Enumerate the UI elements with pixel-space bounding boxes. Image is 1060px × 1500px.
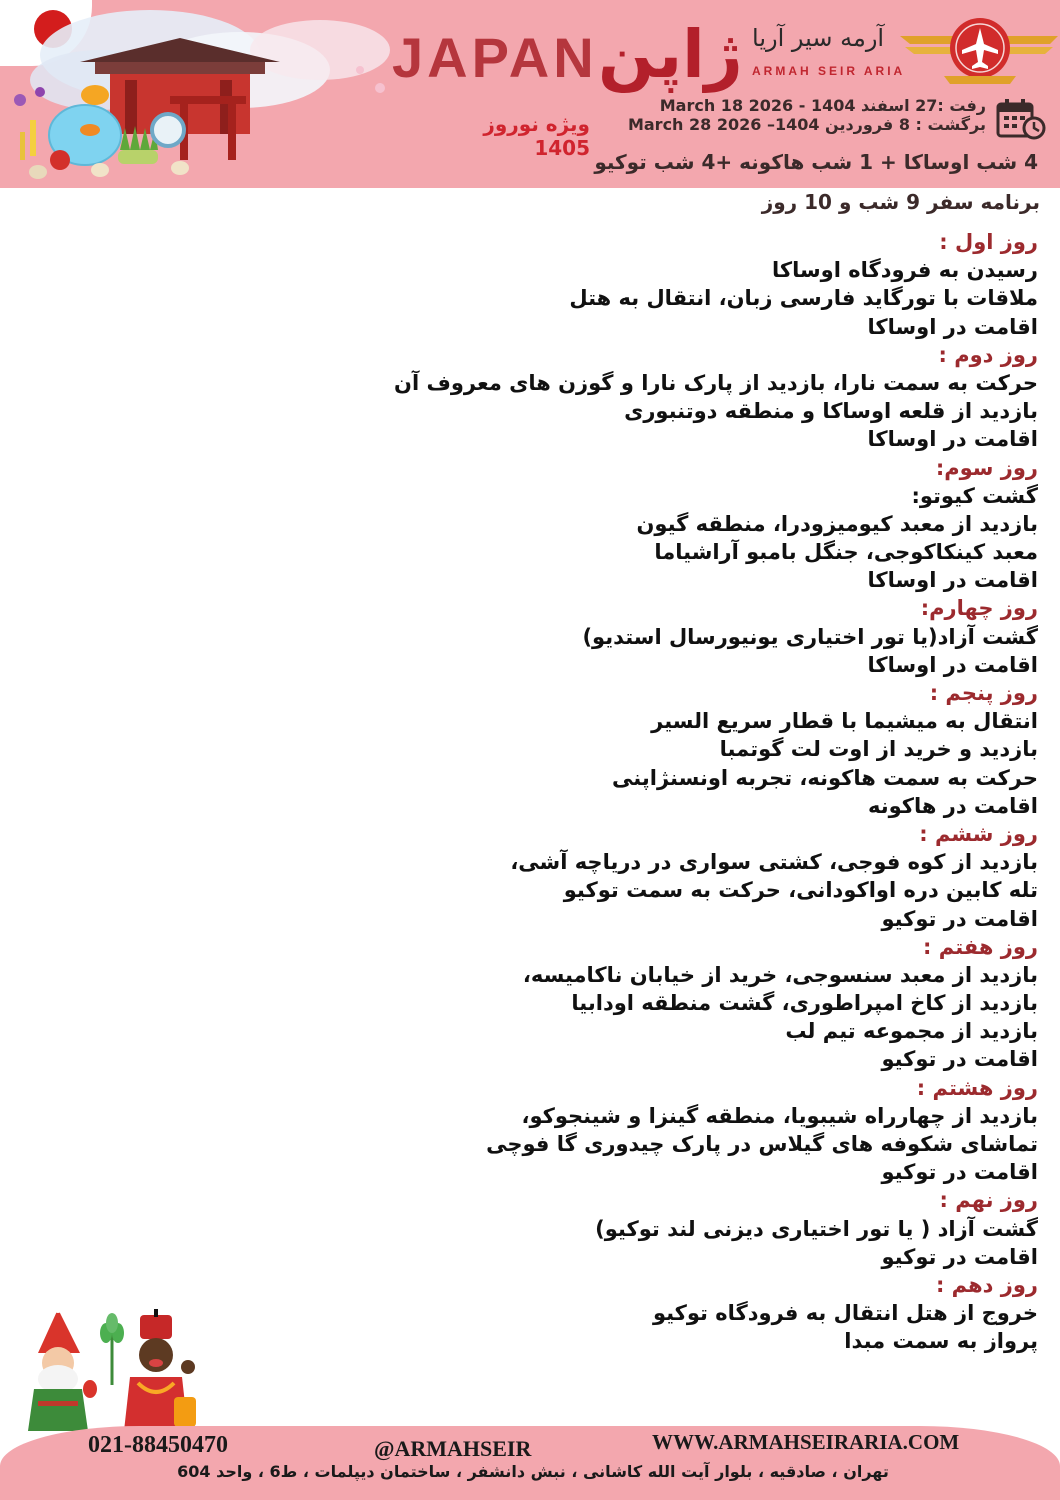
day-activity: بازدید و خرید از اوت لت گوتمبا	[719, 737, 1038, 762]
day-activity: ملاقات با تورگاید فارسی زبان، انتقال به هتل	[569, 286, 1038, 311]
day-heading: روز اول :	[939, 230, 1038, 254]
day-activity: اقامت در اوساکا	[867, 314, 1038, 339]
day-activity: حرکت به سمت نارا، بازدید از پارک نارا و گوزن های معروف آن	[394, 370, 1038, 395]
day-6	[278, 820, 1038, 933]
day-activity: اقامت در هاکونه	[868, 793, 1038, 818]
day-7	[278, 933, 1038, 1074]
day-activity: اقامت در توکیو	[881, 906, 1038, 931]
nowruz-subtitle: ویژه نوروز 1405	[483, 112, 590, 160]
return-date: برگشت : 8 فروردین 1404– March 28 2026	[627, 115, 986, 134]
calendar-clock-icon	[996, 98, 1046, 140]
nowruz-cherry-blossom-illustration	[0, 0, 400, 188]
day-2	[278, 341, 1038, 454]
day-heading: روز دوم :	[938, 342, 1038, 367]
website-link[interactable]: WWW.ARMAHSEIRARIA.COM	[652, 1430, 960, 1454]
winged-airplane-logo-icon	[900, 14, 1058, 84]
title-latin: JAPAN	[392, 26, 598, 89]
day-activity: بازدید از معبد کیومیزودرا، منطقه گیون	[636, 511, 1038, 536]
day-activity: انتقال به میشیما با قطار سریع السیر	[651, 709, 1038, 734]
brand-name-farsi: آرمه سیر آریا	[752, 24, 885, 52]
day-activity: تله کابین دره اواکودانی، حرکت به سمت توکیو	[563, 878, 1038, 903]
day-activity: اقامت در اوساکا	[867, 568, 1038, 593]
day-activity: اقامت در توکیو	[881, 1047, 1038, 1072]
day-activity: بازدید از چهارراه شیبویا، منطقه گینزا و شینجوکو،	[521, 1103, 1038, 1128]
day-activity: رسیدن به فرودگاه اوساکا	[772, 258, 1038, 283]
day-heading: روز چهارم:	[920, 596, 1038, 621]
day-activity: تماشای شکوفه های گیلاس در پارک چیدوری گا فوچی	[486, 1132, 1038, 1156]
day-heading: روز دهم :	[935, 1272, 1038, 1297]
instagram-handle[interactable]: @ARMAHSEIR	[374, 1436, 532, 1461]
day-5	[278, 679, 1038, 820]
day-8	[278, 1074, 1038, 1187]
day-9	[278, 1186, 1038, 1271]
day-activity: اقامت در اوساکا	[867, 427, 1038, 452]
day-10	[278, 1271, 1038, 1356]
nights-summary: 4 شب اوساکا + 1 شب هاکونه +4 شب توکیو	[594, 150, 1038, 174]
day-activity: اقامت در اوساکا	[867, 652, 1038, 677]
day-heading: روز ششم :	[919, 821, 1038, 846]
day-1	[278, 228, 1038, 341]
day-activity: معبد کینکاکوجی، جنگل بامبو آراشیاما	[654, 540, 1038, 565]
departure-date: رفت :27 اسفند 1404 - March 18 2026	[659, 96, 986, 115]
day-heading: روز سوم:	[935, 455, 1038, 480]
itinerary	[278, 228, 1038, 1356]
day-activity: گشت آزاد(یا تور اختیاری یونیورسال استدیو)	[582, 624, 1038, 649]
trip-duration-title: برنامه سفر 9 شب و 10 روز	[761, 190, 1040, 214]
day-4	[278, 594, 1038, 679]
nowruz-characters-illustration	[8, 1305, 208, 1435]
day-3	[278, 454, 1038, 595]
title-farsi: ژاپن	[598, 16, 743, 93]
day-activity: بازدید از معبد سنسوجی، خرید از خیابان ناکامیسه،	[522, 962, 1038, 987]
day-heading: روز هفتم :	[923, 934, 1038, 959]
day-activity: اقامت در توکیو	[881, 1160, 1038, 1185]
day-heading: روز هشتم :	[916, 1075, 1038, 1100]
day-heading: روز نهم :	[939, 1188, 1038, 1213]
day-activity: بازدید از مجموعه تیم لب	[785, 1019, 1038, 1044]
day-activity: اقامت در توکیو	[881, 1244, 1038, 1269]
phone-number[interactable]: 021-88450470	[88, 1432, 228, 1458]
brand-name-latin: ARMAH SEIR ARIA	[752, 64, 906, 78]
day-activity: حرکت به سمت هاکونه، تجربه اونسنژاپنی	[612, 765, 1038, 790]
day-activity: گشت کیوتو:	[911, 483, 1038, 508]
day-heading: روز پنجم :	[929, 681, 1038, 705]
header-banner	[0, 0, 1060, 188]
day-activity: پرواز به سمت مبدا	[844, 1329, 1038, 1354]
office-address: تهران ، صادقیه ، بلوار آیت الله کاشانی ، نبش دانشفر ، ساختمان دیپلمات ، ط6 ، واحد 604	[177, 1462, 889, 1481]
day-activity: بازدید از کوه فوجی، کشتی سواری در دریاچه آشی،	[510, 850, 1038, 875]
day-activity: بازدید از قلعه اوساکا و منطقه دوتنبوری	[624, 399, 1038, 424]
day-activity: بازدید از کاخ امپراطوری، گشت منطقه اودابیا	[571, 991, 1038, 1016]
day-activity: گشت آزاد ( یا تور اختیاری دیزنی لند توکیو)	[595, 1216, 1038, 1241]
day-activity: خروج از هتل انتقال به فرودگاه توکیو	[652, 1301, 1038, 1326]
